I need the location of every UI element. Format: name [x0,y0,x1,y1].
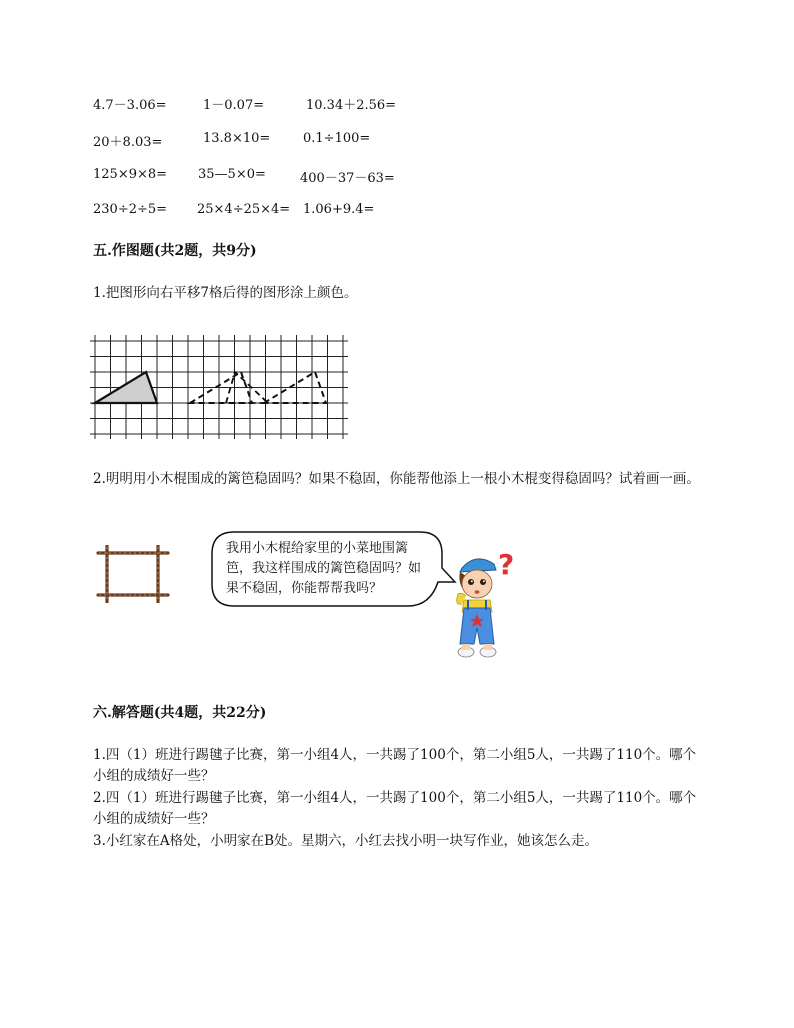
question-answer-1: 1.四（1）班进行踢毽子比赛，第一小组4人，一共踢了100个，第二小组5人，一共踢了110个。哪个小组的成绩好一些？ [93,747,697,784]
calc-item: 20＋8.03= [93,135,163,150]
question-answer-2: 2.四（1）班进行踢毽子比赛，第一小组4人，一共踢了100个，第二小组5人，一共踢了110个。哪个小组的成绩好一些？ [93,790,697,827]
calc-item: 13.8×10= [203,131,271,146]
question-drawing-1: 1.把图形向右平移7格后得的图形涂上颜色。 [93,285,358,301]
question-drawing-2: 2.明明用小木棍围成的篱笆稳固吗？如果不稳固，你能帮他添上一根小木棍变得稳固吗？试着画一画。 [93,471,700,487]
calc-item: 400－37－63= [300,171,395,186]
translation-grid [90,335,348,439]
calc-item: 4.7－3.06= [93,98,167,113]
calc-item: 1－0.07= [203,98,265,113]
calc-item: 125×9×8= [93,167,168,182]
boy-illustration [446,548,526,662]
calc-item: 25×4÷25×4= [197,202,291,217]
speech-bubble-text: 我用小木棍给家里的小菜地围篱笆，我这样围成的篱笆稳固吗？如果不稳固，你能帮帮我吗？ [226,541,422,596]
calc-item: 0.1÷100= [303,131,371,146]
calc-item: 35—5×0= [198,167,266,182]
calc-item: 10.34＋2.56= [306,98,397,113]
question-mark-icon: ? [498,548,515,581]
section-heading-5: 五.作图题(共2题，共9分) [93,243,257,259]
section-heading-6: 六.解答题(共4题，共22分) [93,705,267,721]
calc-item: 1.06+9.4= [303,202,375,217]
wooden-fence-square [96,545,170,603]
question-answer-3: 3.小红家在A格处，小明家在B处。星期六，小红去找小明一块写作业，她该怎么走。 [93,833,599,849]
calc-item: 230÷2÷5= [93,202,168,217]
